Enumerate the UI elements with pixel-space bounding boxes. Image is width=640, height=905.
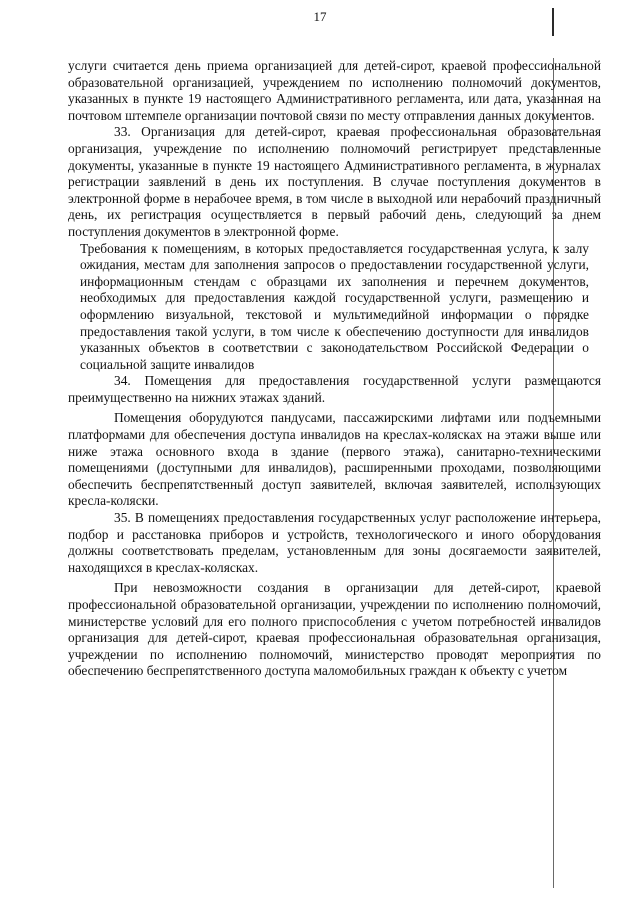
paragraph-34-equipment: Помещения оборудуются пандусами, пассажирскими лифтами или подъемными платформами для обеспечения доступа инвалидов на креслах-колясках на этажи выше или ниже этажа основного входа в здание (первого этажа), санитарно-техническими помещениями (доступными для инвалидов), расширенными проходами, позволяющими обеспечить беспрепятственный доступ заявителей, включая заявителей, использующих кресла-коляски.: [68, 410, 601, 509]
paragraph-35-impossible: При невозможности создания в организации для детей-сирот, краевой профессиональной образовательной организации, учреждении по исполнению полномочий, министерстве условий для его полного приспособления с учетом потребностей инвалидов организация для детей-сирот, краевая профессиональная образовательная организация, учреждении по исполнению полномочий, министерство проводят мероприятия по обеспечению беспрепятственного доступа маломобильных граждан к объекту с учетом: [68, 580, 601, 679]
section-heading: Требования к помещениям, в которых предоставляется государственная услуга, к залу ожидания, местам для заполнения запросов о предоставлении государственной услуги, информационным стендам с образцами их заполнения и перечнем документов, необходимых для предоставления каждой государственной услуги, размещению и оформлению визуальной, текстовой и мультимедийной информации о порядке предоставления такой услуги, в том числе к обеспечению доступности для инвалидов указанных объектов в соответствии с законодательством Российской Федерации о социальной защите инвалидов: [80, 240, 589, 372]
scan-artifact-line: [552, 8, 554, 36]
page-number: 17: [313, 9, 327, 24]
paragraph-continuation: услуги считается день приема организацией для детей-сирот, краевой профессиональной образовательной организацией, учреждением по исполнению полномочий документов, указанных в пункте 19 настоящего Административного регламента, или дата, указанная на почтовом штемпеле организации почтовой связи по месту отправления данных документов.: [68, 58, 601, 123]
document-body: [68, 58, 601, 680]
paragraph-33: 33. Организация для детей-сирот, краевая профессиональная образовательная организация, учреждение по исполнению полномочий регистрирует представленные документы, указанные в пункте 19 настоящего Административного регламента, в журналах регистрации заявлений в день их поступления. В случае поступления документов в электронной форме в нерабочее время, в том числе в выходной или нерабочий праздничный день, их регистрация осуществляется в первый рабочий день, следующий за днем поступления документов в электронной форме.: [68, 124, 601, 239]
paragraph-35: 35. В помещениях предоставления государственных услуг расположение интерьера, подбор и расстановка приборов и устройств, технологического и иного оборудования должны соответствовать пределам, установленным для зоны досягаемости заявителей, находящихся в креслах-колясках.: [68, 510, 601, 575]
paragraph-34: 34. Помещения для предоставления государственной услуги размещаются преимущественно на нижних этажах зданий.: [68, 373, 601, 405]
